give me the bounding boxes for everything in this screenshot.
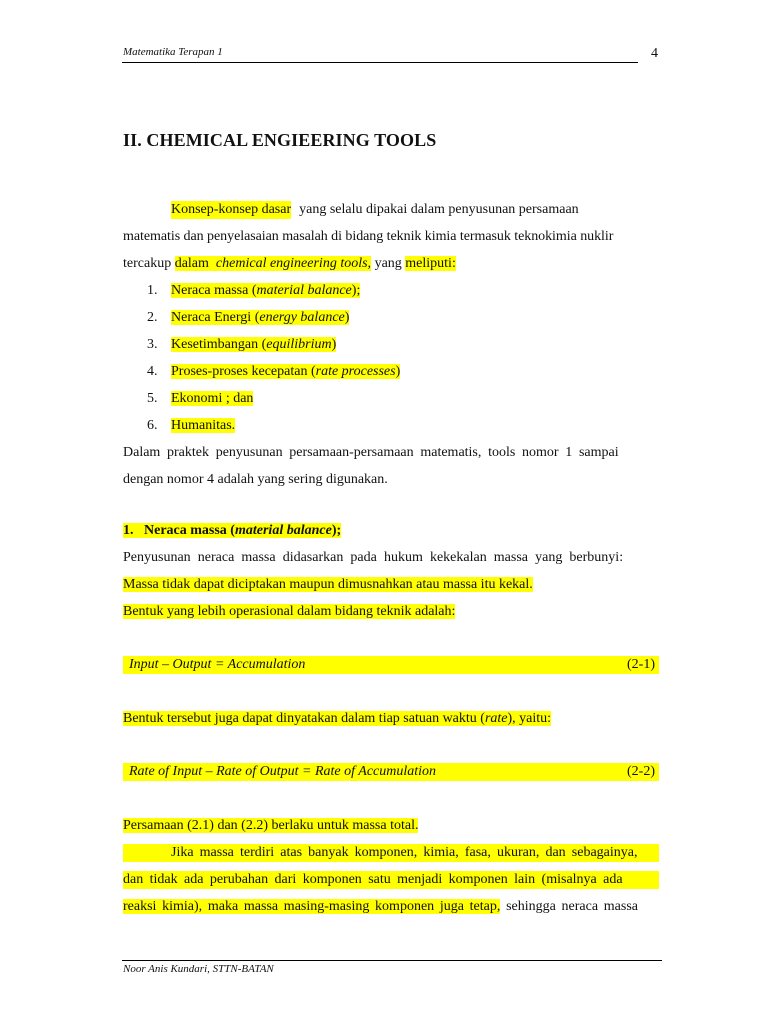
subsection-a: Neraca massa ( (144, 523, 235, 538)
list-item-1 (147, 282, 360, 300)
subsection-heading-text (123, 523, 341, 538)
list-text-italic: rate processes (315, 364, 396, 379)
list-text-a: Neraca massa ( (171, 283, 257, 298)
list-text-tail: ); (351, 283, 361, 298)
list-text-tail: ) (331, 337, 337, 352)
list-num: 6. (147, 418, 158, 433)
list-num: 4. (147, 364, 158, 379)
intro-line-3 (123, 255, 659, 273)
p1-line-1: Penyusunan neraca massa didasarkan pada hukum kekekalan massa yang berbunyi: (123, 550, 624, 565)
equation-2-2-text: Rate of Input – Rate of Output = Rate of Accumulation (129, 764, 437, 779)
subsection-italic: material balance (234, 523, 332, 538)
p2-c: ), yaitu: (507, 711, 552, 726)
list-text-a: Neraca Energi ( (171, 310, 260, 325)
list-item-4 (147, 363, 400, 381)
list-text (171, 364, 400, 379)
list-text (171, 283, 360, 298)
p1-line-3-text: Bentuk yang lebih operasional dalam bidang teknik adalah: (123, 604, 456, 619)
subsection-num: 1. (123, 523, 134, 538)
list-text-italic: equilibrium (266, 337, 332, 352)
p1-line-2 (123, 576, 659, 594)
list-text-tail: ) (344, 310, 350, 325)
list-num: 2. (147, 310, 158, 325)
list-item-3 (147, 336, 336, 354)
p3-line-4 (123, 898, 659, 916)
p3-line-4-highlight: reaksi kimia), maka massa masing-masing komponen juga tetap, (123, 899, 501, 914)
list-text-italic: material balance (256, 283, 352, 298)
intro-line-2: matematis dan penyelasaian masalah di bidang teknik kimia termasuk teknokimia nuklir (123, 229, 614, 244)
p1-line-3 (123, 603, 659, 621)
p2-rate-italic: rate (484, 711, 508, 726)
subsection-heading-1 (123, 522, 659, 540)
p3-line-4-rest: sehingga neraca massa (506, 899, 638, 914)
section-title: II. CHEMICAL ENGIEERING TOOLS (123, 130, 437, 150)
intro-line-3-c (212, 256, 371, 271)
running-footer-author: Noor Anis Kundari, STTN-BATAN (123, 963, 274, 975)
list-text: Humanitas. (171, 418, 236, 433)
list-text (171, 337, 336, 352)
p3-line-2-text: Jika massa terdiri atas banyak komponen, kimia, fasa, ukuran, dan sebagainya, (171, 845, 638, 860)
list-item-5 (147, 390, 253, 408)
equation-2-2-number: (2-2) (627, 764, 655, 779)
list-num: 1. (147, 283, 158, 298)
running-header-title: Matematika Terapan 1 (123, 46, 223, 58)
equation-2-2 (123, 763, 659, 781)
chemical-engineering-tools-italic: chemical engineering tools, (215, 256, 372, 271)
intro-line-3-a: tercakup (123, 256, 175, 271)
list-text-italic: energy balance (259, 310, 345, 325)
list-text-a: Kesetimbangan ( (171, 337, 267, 352)
practice-line-2: dengan nomor 4 adalah yang sering digunakan. (123, 472, 388, 487)
page-number: 4 (651, 46, 658, 61)
p1-line-2-text: Massa tidak dapat diciptakan maupun dimusnahkan atau massa itu kekal. (123, 577, 533, 592)
p3-line-1 (123, 817, 659, 835)
list-item-2 (147, 309, 349, 327)
intro-line-3-e: meliputi: (405, 256, 456, 271)
p3-line-1-text: Persamaan (2.1) dan (2.2) berlaku untuk massa total. (123, 818, 419, 833)
equation-2-1-text: Input – Output = Accumulation (129, 657, 306, 672)
list-text-tail: ) (395, 364, 401, 379)
p2-text (123, 711, 551, 726)
p2-line (123, 710, 659, 728)
p3-line-3: dan tidak ada perubahan dari komponen satu menjadi komponen lain (misalnya ada (123, 871, 659, 889)
intro-line-1 (171, 201, 659, 219)
practice-line-1: Dalam praktek penyusunan persamaan-persamaan matematis, tools nomor 1 sampai (123, 445, 619, 460)
header-rule (122, 62, 638, 63)
list-text: Ekonomi ; dan (171, 391, 254, 406)
intro-line-1-rest: yang selalu dipakai dalam penyusunan persamaan (299, 202, 579, 217)
p2-a: Bentuk tersebut juga dapat dinyatakan dalam tiap satuan waktu ( (123, 711, 485, 726)
list-text-a: Proses-proses kecepatan ( (171, 364, 316, 379)
p3-line-2 (123, 844, 659, 862)
footer-rule (122, 960, 662, 961)
list-num: 3. (147, 337, 158, 352)
intro-line-3-b: dalam (174, 256, 213, 271)
list-num: 5. (147, 391, 158, 406)
highlight-konsep: Konsep-konsep dasar (171, 202, 292, 217)
equation-2-1 (123, 656, 659, 674)
equation-2-1-number: (2-1) (627, 657, 655, 672)
intro-line-3-d: yang (371, 256, 406, 271)
list-text (171, 310, 349, 325)
list-item-6 (147, 417, 235, 435)
subsection-c: ); (331, 523, 342, 538)
